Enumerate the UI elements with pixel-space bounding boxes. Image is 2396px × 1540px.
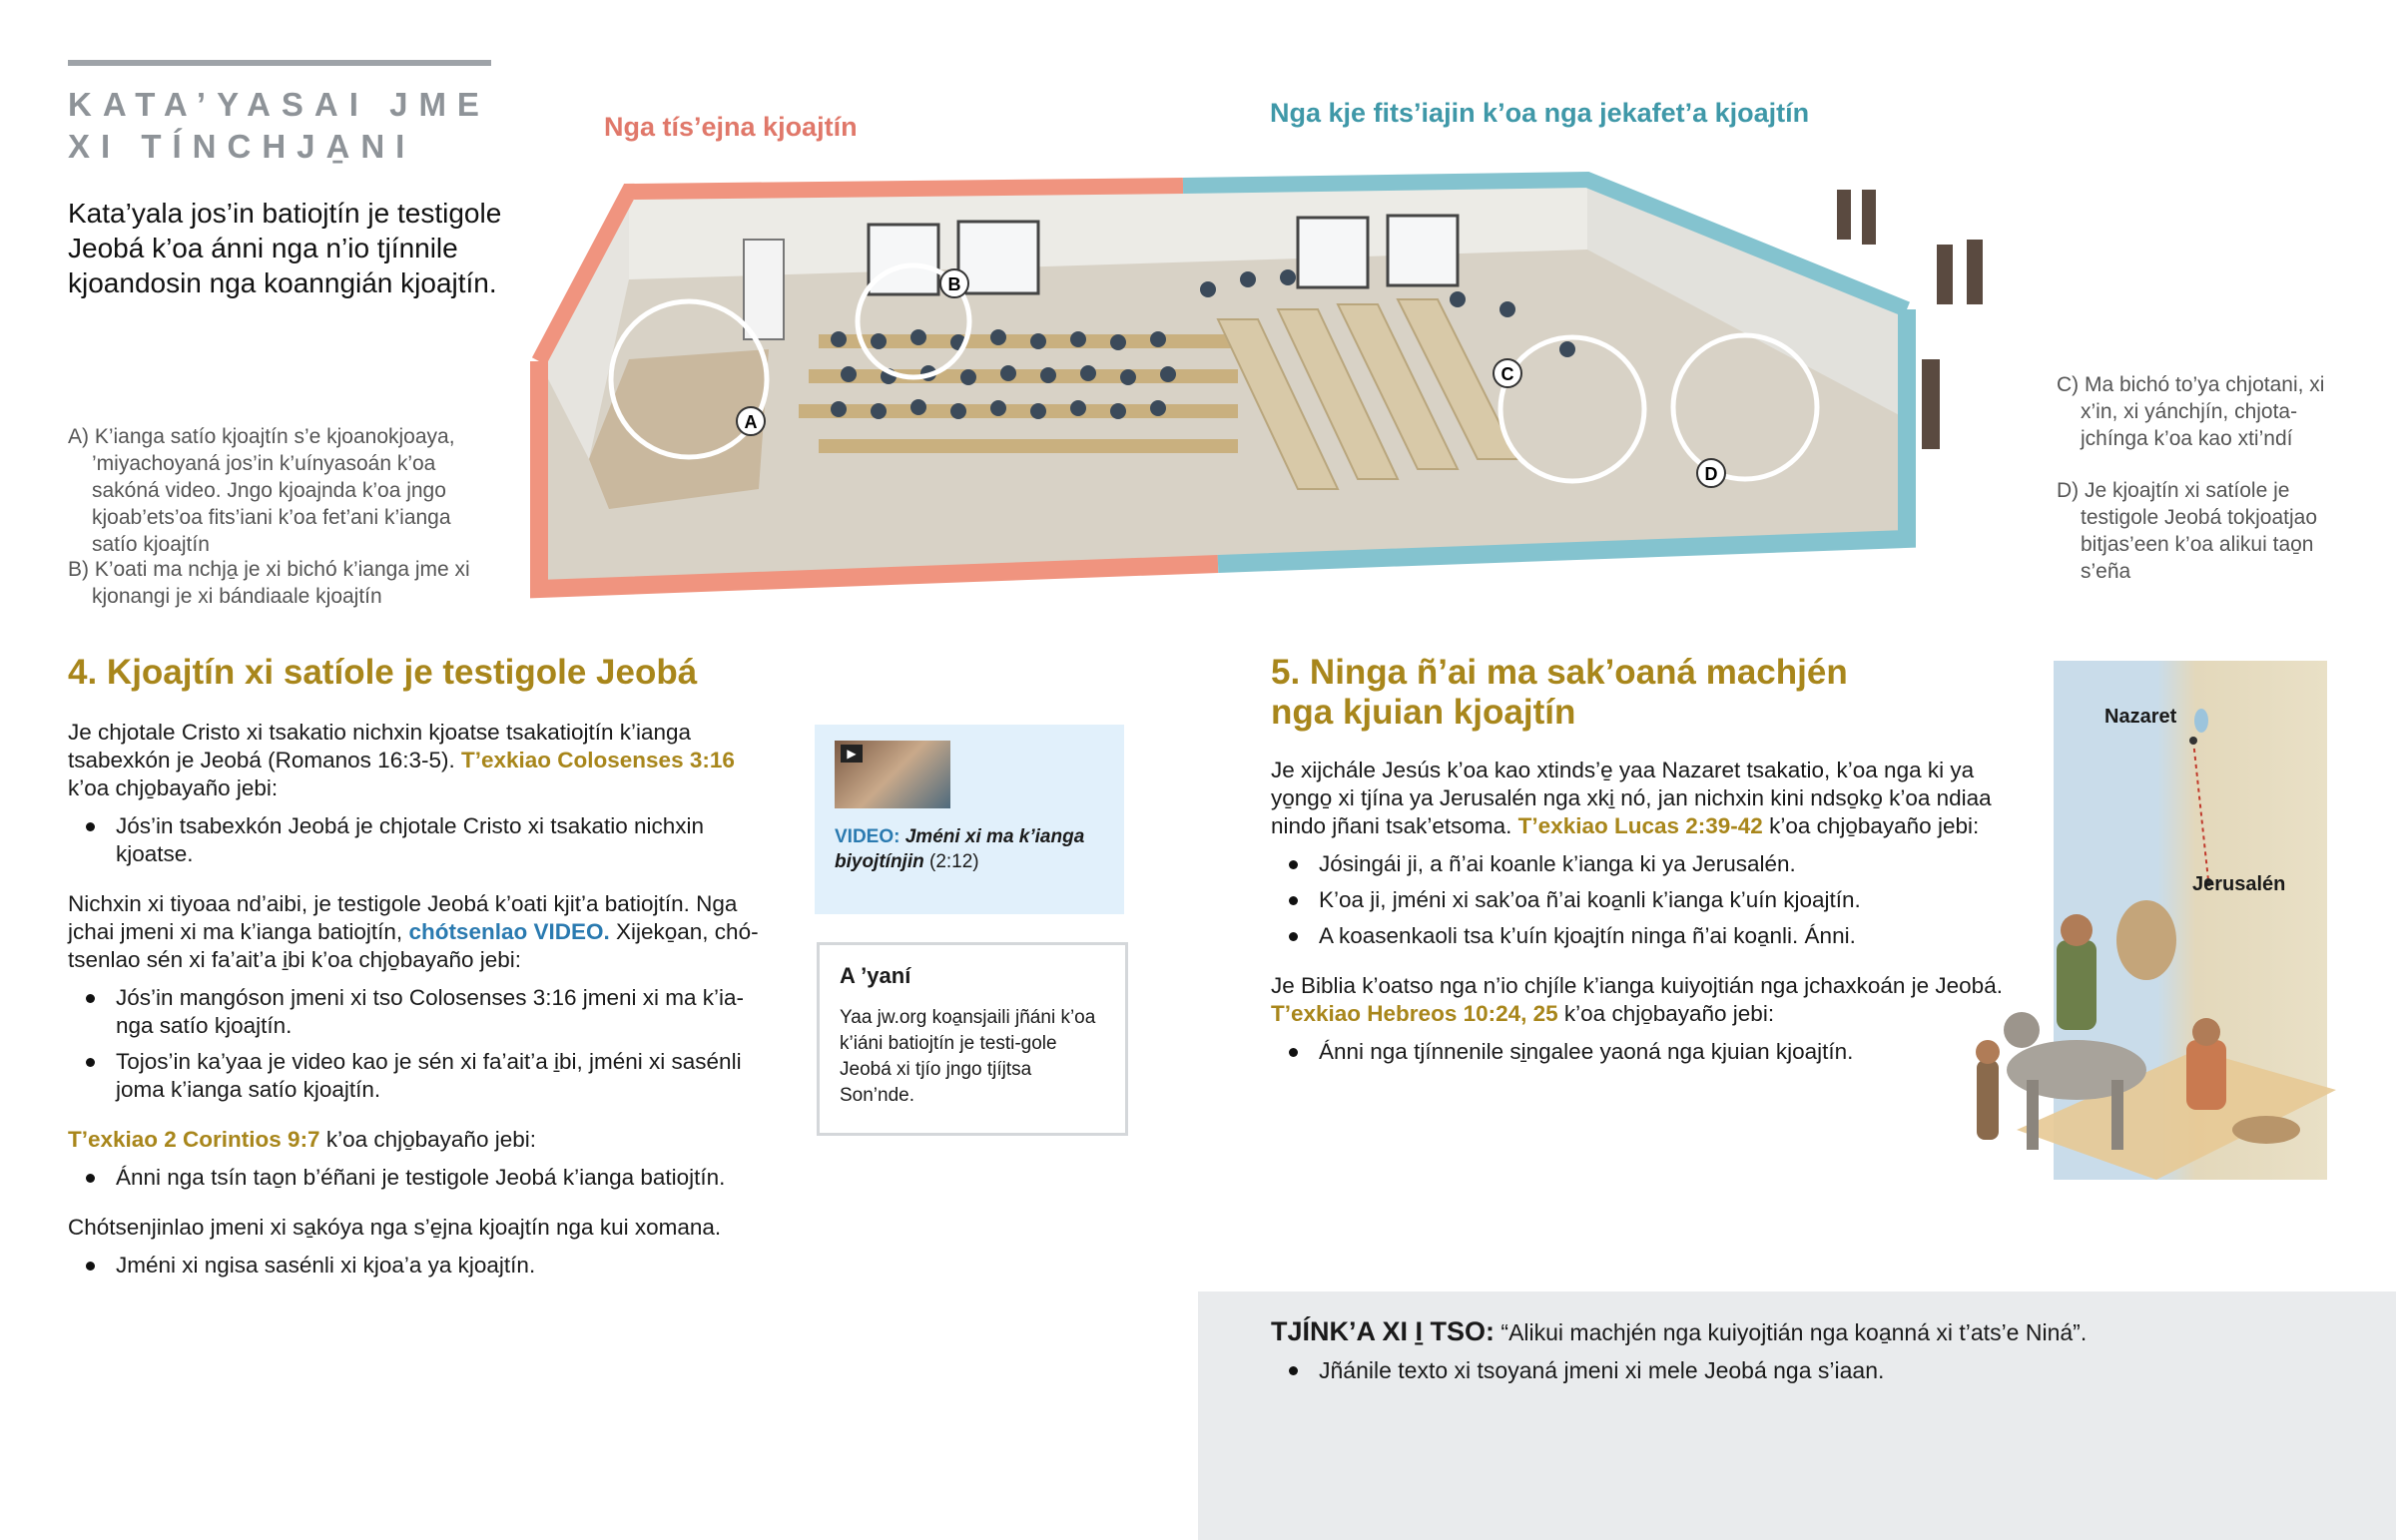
s5-bullet-3: A koasenkaoli tsa k’uín kjoajtín ninga ñ’ai koa̱nli. Ánni. xyxy=(1319,922,2010,950)
s5-p2-scripture-link[interactable]: T’exkiao Hebreos 10:24, 25 xyxy=(1271,1001,1558,1026)
section-4-paragraph-3 xyxy=(68,1126,767,1154)
section-5-paragraph-1 xyxy=(1271,757,2010,840)
s5-p2-tail: k’oa chjo̱bayaño jebi: xyxy=(1563,1001,1775,1026)
marker-c xyxy=(1494,359,1521,387)
s4-p3-tail: k’oa chjo̱bayaño jebi: xyxy=(325,1127,536,1152)
objection-content xyxy=(1271,1317,2349,1392)
s4-list-2 xyxy=(68,984,767,1104)
room-label-back: Nga kje fits’iajin k’oa nga jekafet’a kjoajtín xyxy=(1270,98,1810,128)
marker-a xyxy=(737,407,765,435)
video-link[interactable]: chótsenlao VIDEO. xyxy=(408,919,610,944)
kicker-line-1: KATA’YASAI JME xyxy=(68,86,490,123)
caption-b xyxy=(68,556,487,610)
svg-text:D: D xyxy=(1704,464,1718,484)
s4-list-4 xyxy=(68,1252,767,1280)
section-5-body xyxy=(1271,757,2010,1074)
s4-list-3 xyxy=(68,1164,767,1192)
s5-p2-text: Je Biblia k’oatso nga n’io chjíle k’ianga kuiyojtián nga jchaxkoán je Jeobá. xyxy=(1271,973,2003,998)
nazaret-dot xyxy=(2189,737,2197,745)
section-4-paragraph-1 xyxy=(68,719,767,802)
play-icon[interactable]: ▶ xyxy=(841,745,863,763)
video-label: VIDEO: xyxy=(835,826,900,847)
s5-p1-scripture-link[interactable]: T’exkiao Lucas 2:39-42 xyxy=(1517,813,1763,838)
intro-text: Kata’yala jos’in batiojtín je testigole Jeobá k’oa ánni nga n’io tjínnile kjoandosin nga koanngián kjoajtín. xyxy=(68,198,502,298)
family-donkey-illustration xyxy=(1976,900,2336,1180)
map-label-jerusalen: Jerusalén xyxy=(2192,873,2286,895)
svg-text:C: C xyxy=(1500,364,1514,384)
caption-a-text: A) K’ianga satío kjoajtín s’e kjoanokjoaya, ’miyachoyaná jos’in k’uínyasoán k’oa sakóná video. Jngo kjoajnda k’oa jngo kjoab’ets’oa fits’iani k’oa fet’ani k’ianga satío kjoajtín xyxy=(68,425,455,556)
s4-bullet-2: Jós’in mangóson jmeni xi tso Colosenses 3:16 jmeni xi ma k’ia-nga satío kjoajtín. xyxy=(116,984,767,1040)
map-label-nazaret: Nazaret xyxy=(2104,706,2177,728)
objection-label: TJÍNK’A XI I̱ TSO: xyxy=(1271,1316,1496,1346)
header-rule xyxy=(68,60,491,66)
s4-p2-text-b: Xijeko̱an, chó-tsenlao sén xi fa’ait’a i̱bi k’oa chjo̱bayaño jebi: xyxy=(68,919,759,972)
kingdom-hall-illustration xyxy=(519,160,2037,609)
s5-bullet-2: K’oa ji, jméni xi sak’oa ñ’ai koa̱nli k’ianga k’uín kjoajtín. xyxy=(1319,886,2010,914)
s4-list-1 xyxy=(68,812,767,868)
s4-p1-scripture-link[interactable]: T’exkiao Colosenses 3:16 xyxy=(460,748,735,772)
caption-b-text: B) K’oati ma nchja̱ je xi bichó k’ianga jme xi kjonangi je xi bándiaale kjoajtín xyxy=(68,558,470,608)
section-5-title xyxy=(1271,653,1870,733)
video-title: Jméni xi ma k’ianga biyojtínjin xyxy=(835,826,1085,872)
more-info-text: Yaa jw.org koa̱nsjaili jñáni k’oa k’iáni batiojtín je testi-gole Jeobá xi tjío jngo tjíjtsa Son’nde. xyxy=(840,1007,1096,1106)
marker-d xyxy=(1697,459,1725,487)
objection-quote: “Alikui machjén nga kuiyojtián nga koa̱nná xi t’ats’e Niná”. xyxy=(1500,1319,2088,1345)
section-4-title: 4. Kjoajtín xi satíole je testigole Jeobá xyxy=(68,653,698,692)
objection-line xyxy=(1271,1317,2349,1346)
marker-b xyxy=(940,269,968,297)
s4-bullet-5: Jméni xi ngisa sasénli xi kjoa’a ya kjoajtín. xyxy=(116,1252,767,1280)
section-4-paragraph-4: Chótsenjinlao jmeni xi sa̱kóya nga s’e̱jna kjoajtín nga kui xomana. xyxy=(68,1215,722,1240)
more-info-heading: A ’yaní xyxy=(840,963,911,988)
s5-p1-text: Je xijchále Jesús k’oa kao xtinds’e̱ yaa Nazaret tsakatio, k’oa nga ki ya yo̱ngo̱ xi tjína ya Jerusalén nga xki̱ nó, jan nichxin kini ndso̱ko̱ k’oa ndiaa nindo jñani tsak’etsoma. xyxy=(1271,758,1992,838)
s4-p3-scripture-link[interactable]: T’exkiao 2 Corintios 9:7 xyxy=(68,1127,320,1152)
objection-bullet-1: Jñánile texto xi tsoyaná jmeni xi mele Jeobá nga s’iaan. xyxy=(1319,1356,2349,1384)
kicker-line-2: XI TÍNCHJA̱NI xyxy=(68,128,416,165)
caption-c xyxy=(2057,371,2326,452)
more-info-box xyxy=(817,942,1128,1136)
s5-bullet-1: Jósingái ji, a ñ’ai koanle k’ianga ki ya Jerusalén. xyxy=(1319,850,2010,878)
section-5-title-line-1: 5. Ninga ñ’ai ma sak’oaná machjén xyxy=(1271,653,1848,692)
s4-p1-text: Je chjotale Cristo xi tsakatio nichxin kjoatse tsakatiojtín k’ianga tsabexkón je Jeobá (Romanos 16:3-5). xyxy=(68,720,692,772)
s5-list-1 xyxy=(1271,850,2010,950)
section-4-body xyxy=(68,719,767,1287)
room-label-front: Nga tís’ejna kjoajtín xyxy=(604,112,858,142)
s5-p1-tail: k’oa chjo̱bayaño jebi: xyxy=(1769,813,1980,838)
svg-text:A: A xyxy=(744,412,758,432)
s4-bullet-3: Tojos’in ka’yaa je video kao je sén xi fa’ait’a i̱bi, jméni xi sasénli joma k’ianga satío kjoajtín. xyxy=(116,1048,767,1104)
objection-list xyxy=(1271,1356,2349,1384)
s4-bullet-4: Ánni nga tsín tao̱n b’éñani je testigole Jeobá k’ianga batiojtín. xyxy=(116,1164,767,1192)
section-5-title-line-2: nga kjuian kjoajtín xyxy=(1271,693,1576,732)
s5-list-2 xyxy=(1271,1038,2010,1066)
caption-c-text: C) Ma bichó to’ya chjotani, xi x’in, xi yánchjín, chjota-jchínga k’oa kao xti’ndí xyxy=(2057,373,2325,450)
caption-a xyxy=(68,423,487,558)
s4-p2-text-a: Nichxin xi tiyoaa nd’aibi, je testigole Jeobá k’oati kjit’a batiojtín. Nga jchai jmeni xi ma k’ianga batiojtín, xyxy=(68,891,738,944)
caption-d-text: D) Je kjoajtín xi satíole je testigole Jeobá tokjoatjao bitjas’een k’oa alikui tao̱n s’eña xyxy=(2057,479,2317,583)
video-duration: (2:12) xyxy=(929,851,979,872)
svg-text:B: B xyxy=(947,274,961,294)
section-4-paragraph-2 xyxy=(68,890,767,974)
caption-d xyxy=(2057,477,2326,585)
s4-bullet-1: Jós’in tsabexkón Jeobá je chjotale Cristo xi tsakatio nichxin kjoatse. xyxy=(116,812,767,868)
video-caption[interactable] xyxy=(835,824,1104,874)
map-route-illustration xyxy=(1947,661,2346,1240)
lesson-kicker xyxy=(68,84,527,168)
section-5-paragraph-2 xyxy=(1271,972,2010,1028)
s4-p1-tail: k’oa chjo̱bayaño jebi: xyxy=(68,775,279,800)
s5-bullet-4: Ánni nga tjínnenile si̱ngalee yaoná nga kjuian kjoajtín. xyxy=(1319,1038,2010,1066)
